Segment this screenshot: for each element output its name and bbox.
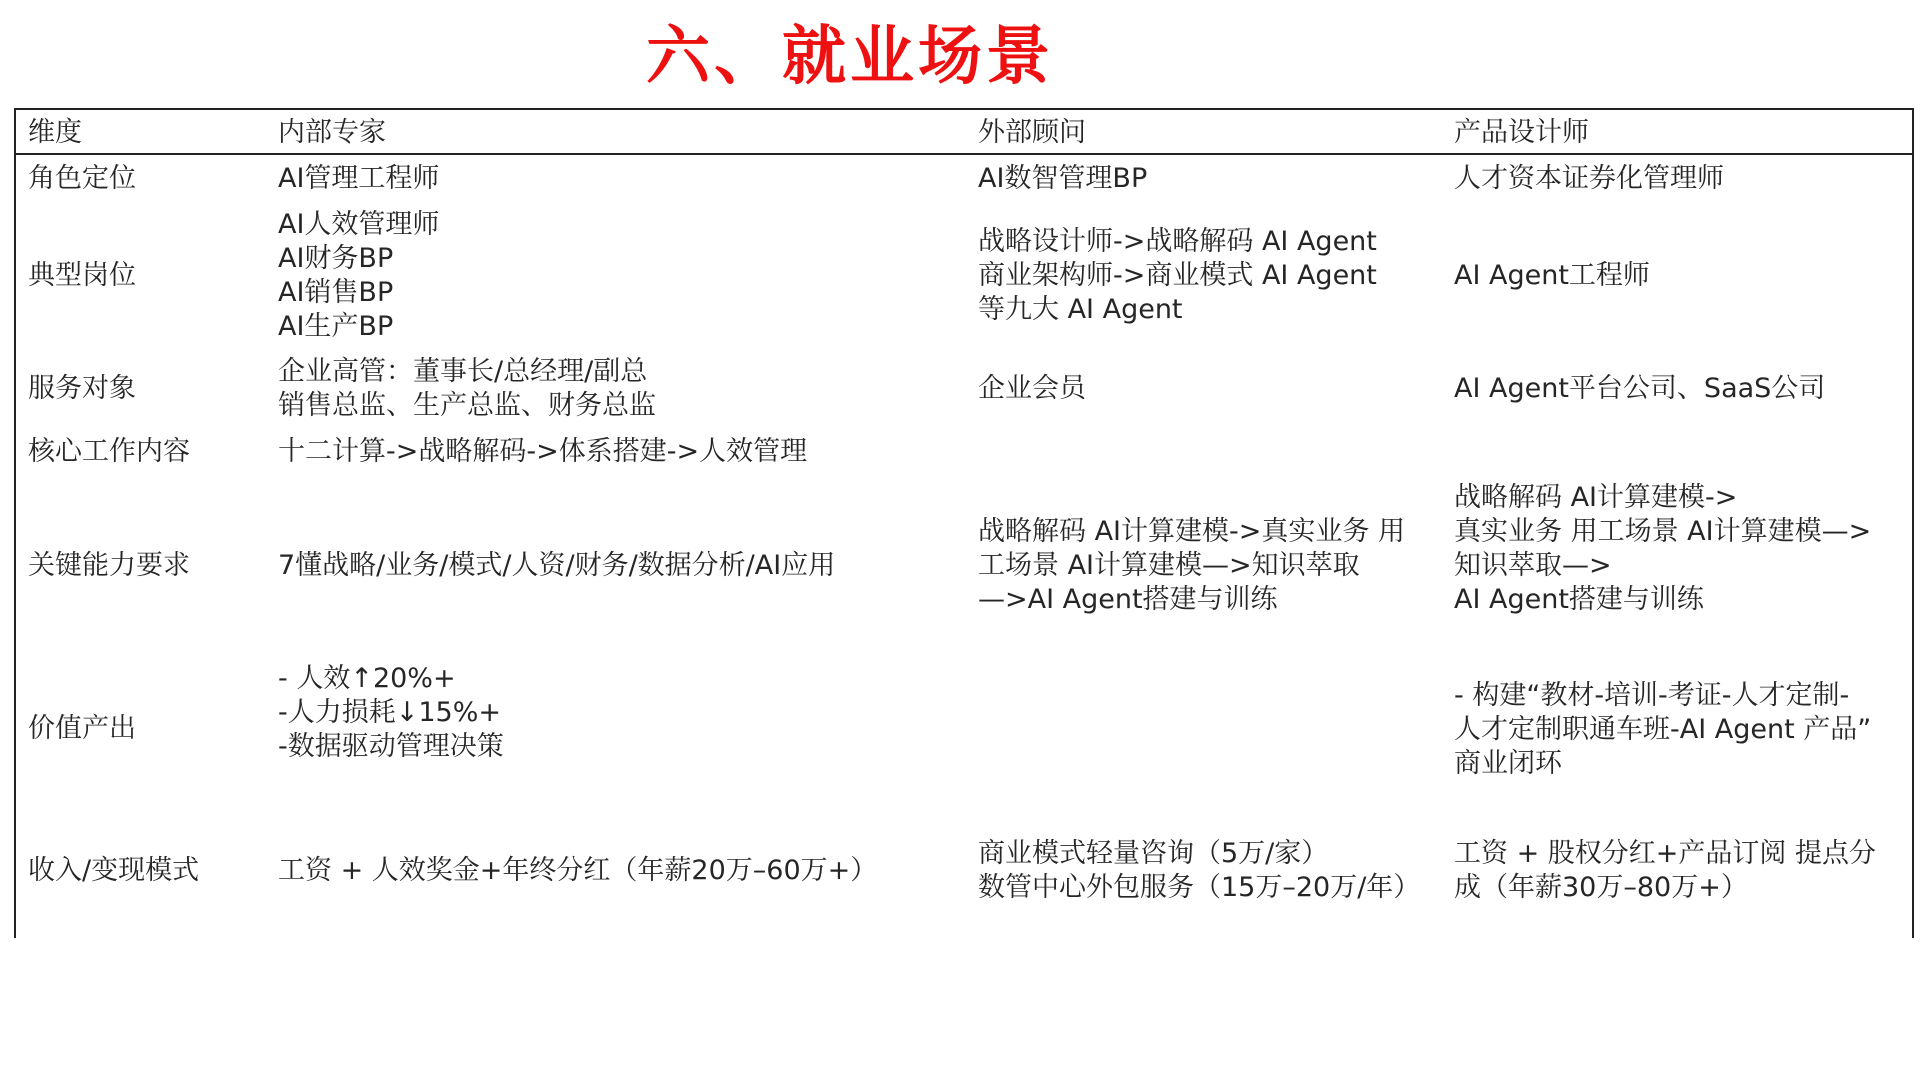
cell-line: AI Agent平台公司、SaaS公司 (1454, 373, 1826, 404)
cell-line: 工资 + 人效奖金+年终分红（年薪20万–60万+） (278, 855, 878, 886)
cell-line: 销售总监、生产总监、财务总监 (278, 390, 656, 421)
cell-line: - 构建“教材-培训-考证-人才定制- (1454, 680, 1850, 711)
cell-line: 人才资本证券化管理师 (1454, 163, 1724, 194)
cell-external (978, 225, 1377, 327)
cell-line: 人才定制职通车班-AI Agent 产品” (1454, 714, 1872, 745)
cell-line: 工资 + 股权分红+产品订阅 提点分 (1454, 838, 1876, 869)
cell-line: AI人效管理师 (278, 209, 440, 240)
cell-line: -人力损耗↓15%+ (278, 697, 502, 728)
header-product-designer: 产品设计师 (1454, 117, 1589, 148)
cell-line: 商业架构师->商业模式 AI Agent (978, 260, 1377, 291)
row-label: 价值产出 (28, 713, 136, 744)
cell-internal (278, 355, 656, 423)
cell-line: 战略设计师->战略解码 AI Agent (978, 226, 1377, 257)
cell-internal (278, 662, 504, 764)
cell-designer (1454, 837, 1876, 905)
cell-line: 数管中心外包服务（15万–20万/年） (978, 872, 1421, 903)
cell-line: AI生产BP (278, 311, 394, 342)
cell-line: 7懂战略/业务/模式/人资/财务/数据分析/AI应用 (278, 550, 836, 581)
cell-external (978, 515, 1405, 617)
cell-line: —>AI Agent搭建与训练 (978, 584, 1278, 615)
cell-line: 商业模式轻量咨询（5万/家） (978, 838, 1329, 869)
cell-line: -数据驱动管理决策 (278, 731, 504, 762)
cell-line: 工场景 AI计算建模—>知识萃取 (978, 550, 1360, 581)
cell-line: AI管理工程师 (278, 163, 440, 194)
cell-line: AI Agent工程师 (1454, 260, 1650, 291)
header-divider (14, 153, 1914, 155)
cell-line: AI财务BP (278, 243, 394, 274)
cell-designer (1454, 481, 1871, 617)
cell-designer (1454, 162, 1724, 196)
cell-line: AI Agent搭建与训练 (1454, 584, 1704, 615)
row-label: 角色定位 (28, 163, 136, 194)
cell-external (978, 162, 1147, 196)
cell-line: 等九大 AI Agent (978, 294, 1183, 325)
cell-line: AI销售BP (278, 277, 394, 308)
row-label: 核心工作内容 (28, 436, 190, 467)
cell-line: 知识萃取—> (1454, 550, 1612, 581)
row-label: 收入/变现模式 (28, 855, 200, 886)
cell-designer (1454, 259, 1650, 293)
header-external-consultant: 外部顾问 (978, 117, 1086, 148)
cell-internal (278, 435, 807, 469)
cell-internal (278, 162, 439, 196)
header-dimension: 维度 (28, 117, 82, 148)
page-title: 六、就业场景 (646, 20, 1054, 94)
cell-line: - 人效↑20%+ (278, 663, 456, 694)
cell-line: 企业会员 (978, 373, 1086, 404)
cell-line: 企业高管：董事长/总经理/副总 (278, 356, 648, 387)
cell-designer (1454, 372, 1825, 406)
cell-external (978, 837, 1420, 905)
cell-internal (278, 549, 835, 583)
header-internal-expert: 内部专家 (278, 117, 386, 148)
cell-line: 战略解码 AI计算建模-> (1454, 482, 1738, 513)
cell-line: 战略解码 AI计算建模->真实业务 用 (978, 516, 1405, 547)
cell-line: 商业闭环 (1454, 748, 1562, 779)
row-label: 典型岗位 (28, 260, 136, 291)
row-label: 服务对象 (28, 373, 136, 404)
cell-designer (1454, 679, 1871, 781)
cell-line: AI数智管理BP (978, 163, 1148, 194)
row-label: 关键能力要求 (28, 550, 190, 581)
cell-external (978, 372, 1086, 406)
cell-line: 真实业务 用工场景 AI计算建模—> (1454, 516, 1872, 547)
cell-line: 成（年薪30万–80万+） (1454, 872, 1748, 903)
cell-line: 十二计算->战略解码->体系搭建->人效管理 (278, 436, 808, 467)
cell-internal (278, 854, 877, 888)
cell-internal (278, 208, 439, 344)
